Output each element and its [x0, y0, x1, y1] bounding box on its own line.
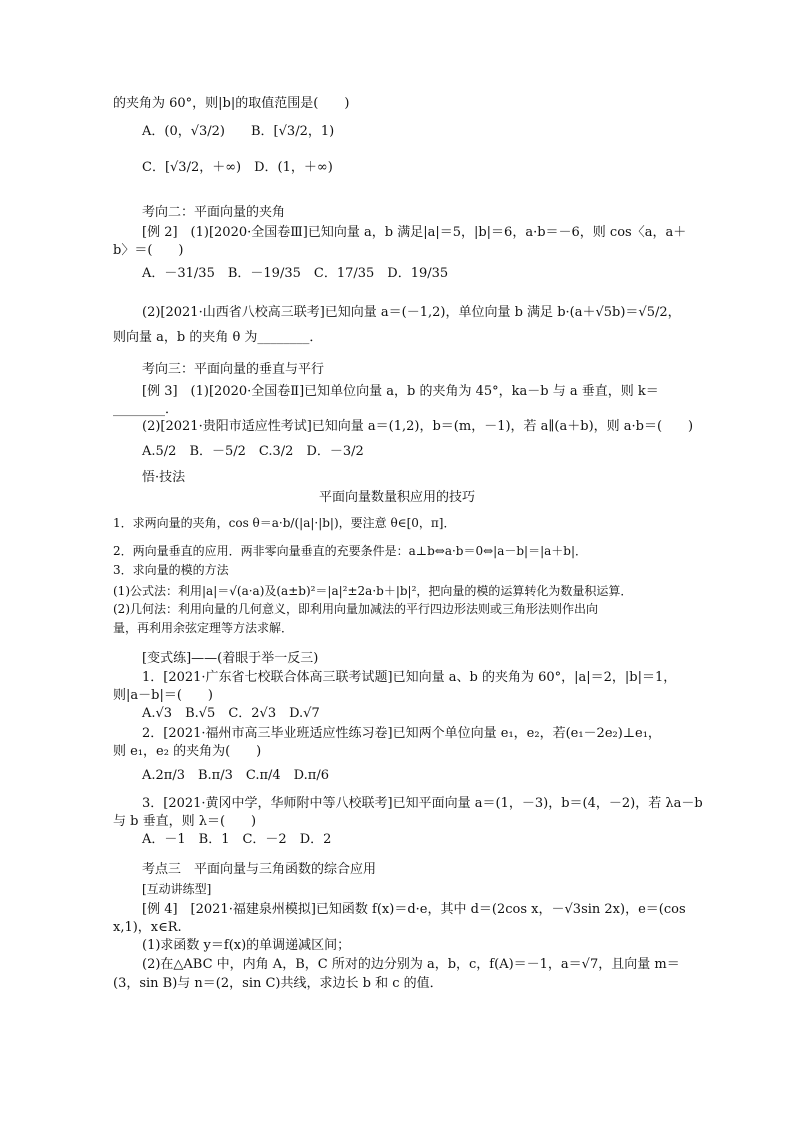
- text-line: (1)求函数 y＝f(x)的单调递减区间；: [142, 938, 351, 953]
- exercise-question: 则|a－b|＝( ): [113, 688, 213, 703]
- text-line: (2)在△ABC 中，内角 A，B，C 所对的边分别为 a，b，c，f(A)＝－1，a＝√7，且向量 m＝: [142, 957, 680, 972]
- exercise-question: 与 b 垂直，则 λ＝( ): [113, 814, 257, 829]
- text-line: (2)[2021·贵阳市适应性考试]已知向量 a＝(1,2)，b＝(m，－1)，若 a∥(a＋b)，则 a·b＝( ): [142, 419, 694, 434]
- answer-choices: C．[√3/2，＋∞) D．(1，＋∞): [142, 160, 333, 175]
- tip-line: 1．求两向量的夹角，cos θ＝a·b/(|a|·|b|)，要注意 θ∈[0，π]．: [113, 516, 456, 530]
- tip-line: (1)公式法：利用|a|＝√(a·a)及(a±b)²＝|a|²±2a·b＋|b|²，把向量的模的运算转化为数量积运算．: [113, 584, 633, 598]
- answer-choices: A.2π/3 B.π/3 C.π/4 D.π/6: [142, 768, 329, 783]
- section-heading: 考向二：平面向量的夹角: [142, 205, 286, 220]
- text-line: [例 3] (1)[2020·全国卷Ⅱ]已知单位向量 a，b 的夹角为 45°，ka－b 与 a 垂直，则 k＝: [142, 384, 659, 399]
- answer-choices: A.√3 B.√5 C．2√3 D.√7: [142, 706, 320, 721]
- section-heading: 考点三 平面向量与三角函数的综合应用: [142, 862, 377, 877]
- exercise-question: 则 e₁，e₂ 的夹角为( ): [113, 744, 262, 759]
- text-line: [例 2] (1)[2020·全国卷Ⅲ]已知向量 a，b 满足|a|＝5，|b|＝6，a·b＝－6，则 cos〈a，a＋: [142, 225, 687, 240]
- text-line: 则向量 a，b 的夹角 θ 为________．: [113, 330, 323, 345]
- tip-line: 2．两向量垂直的应用．两非零向量垂直的充要条件是：a⊥b⇔a·b＝0⇔|a－b|＝|a＋b|．: [113, 544, 587, 558]
- tip-line: 3．求向量的模的方法: [113, 563, 229, 577]
- section-subheading: [互动讲练型]: [142, 882, 212, 896]
- tip-line: 量，再利用余弦定理等方法求解．: [113, 621, 294, 635]
- tip-line: (2)几何法：利用向量的几何意义，即利用向量加减法的平行四边形法则或三角形法则作出向: [113, 602, 599, 616]
- text-line: (3，sin B)与 n＝(2，sin C)共线，求边长 b 和 c 的值．: [113, 976, 443, 991]
- exercise-question: 1．[2021·广东省七校联合体高三联考试题]已知向量 a、b 的夹角为 60°，|a|＝2，|b|＝1，: [142, 670, 677, 685]
- text-line: [例 4] [2021·福建泉州模拟]已知函数 f(x)＝d·e，其中 d＝(2cos x，－√3sin 2x)，e＝(cos: [142, 902, 686, 917]
- answer-choices: A.5/2 B．－5/2 C.3/2 D．－3/2: [142, 444, 364, 459]
- section-heading: 考向三：平面向量的垂直与平行: [142, 362, 325, 377]
- tips-title: 平面向量数量积应用的技巧: [318, 490, 475, 505]
- section-heading: [变式练]——(着眼于举一反三): [142, 651, 319, 666]
- section-heading: 悟·技法: [142, 470, 186, 485]
- answer-choices: A．－31/35 B．－19/35 C．17/35 D．19/35: [142, 266, 449, 281]
- text-line: 的夹角为 60°，则|b|的取值范围是( ): [113, 96, 350, 111]
- text-line: ________．: [113, 402, 179, 417]
- text-line: b〉＝( ): [113, 243, 184, 258]
- text-line: (2)[2021·山西省八校高三联考]已知向量 a＝(－1,2)，单位向量 b 满足 b·(a＋√5b)＝√5/2，: [142, 305, 681, 320]
- exercise-question: 2．[2021·福州市高三毕业班适应性练习卷]已知两个单位向量 e₁，e₂，若(e₁－2e₂)⊥e₁，: [142, 726, 661, 741]
- text-line: x,1)，x∈R.: [113, 920, 182, 935]
- answer-choices: A．－1 B．1 C．－2 D．2: [142, 832, 332, 847]
- exercise-question: 3．[2021·黄冈中学，华师附中等八校联考]已知平面向量 a＝(1，－3)，b＝(4，－2)，若 λa－b: [142, 796, 703, 811]
- answer-choices: A．(0，√3/2) B．[√3/2，1): [142, 124, 335, 139]
